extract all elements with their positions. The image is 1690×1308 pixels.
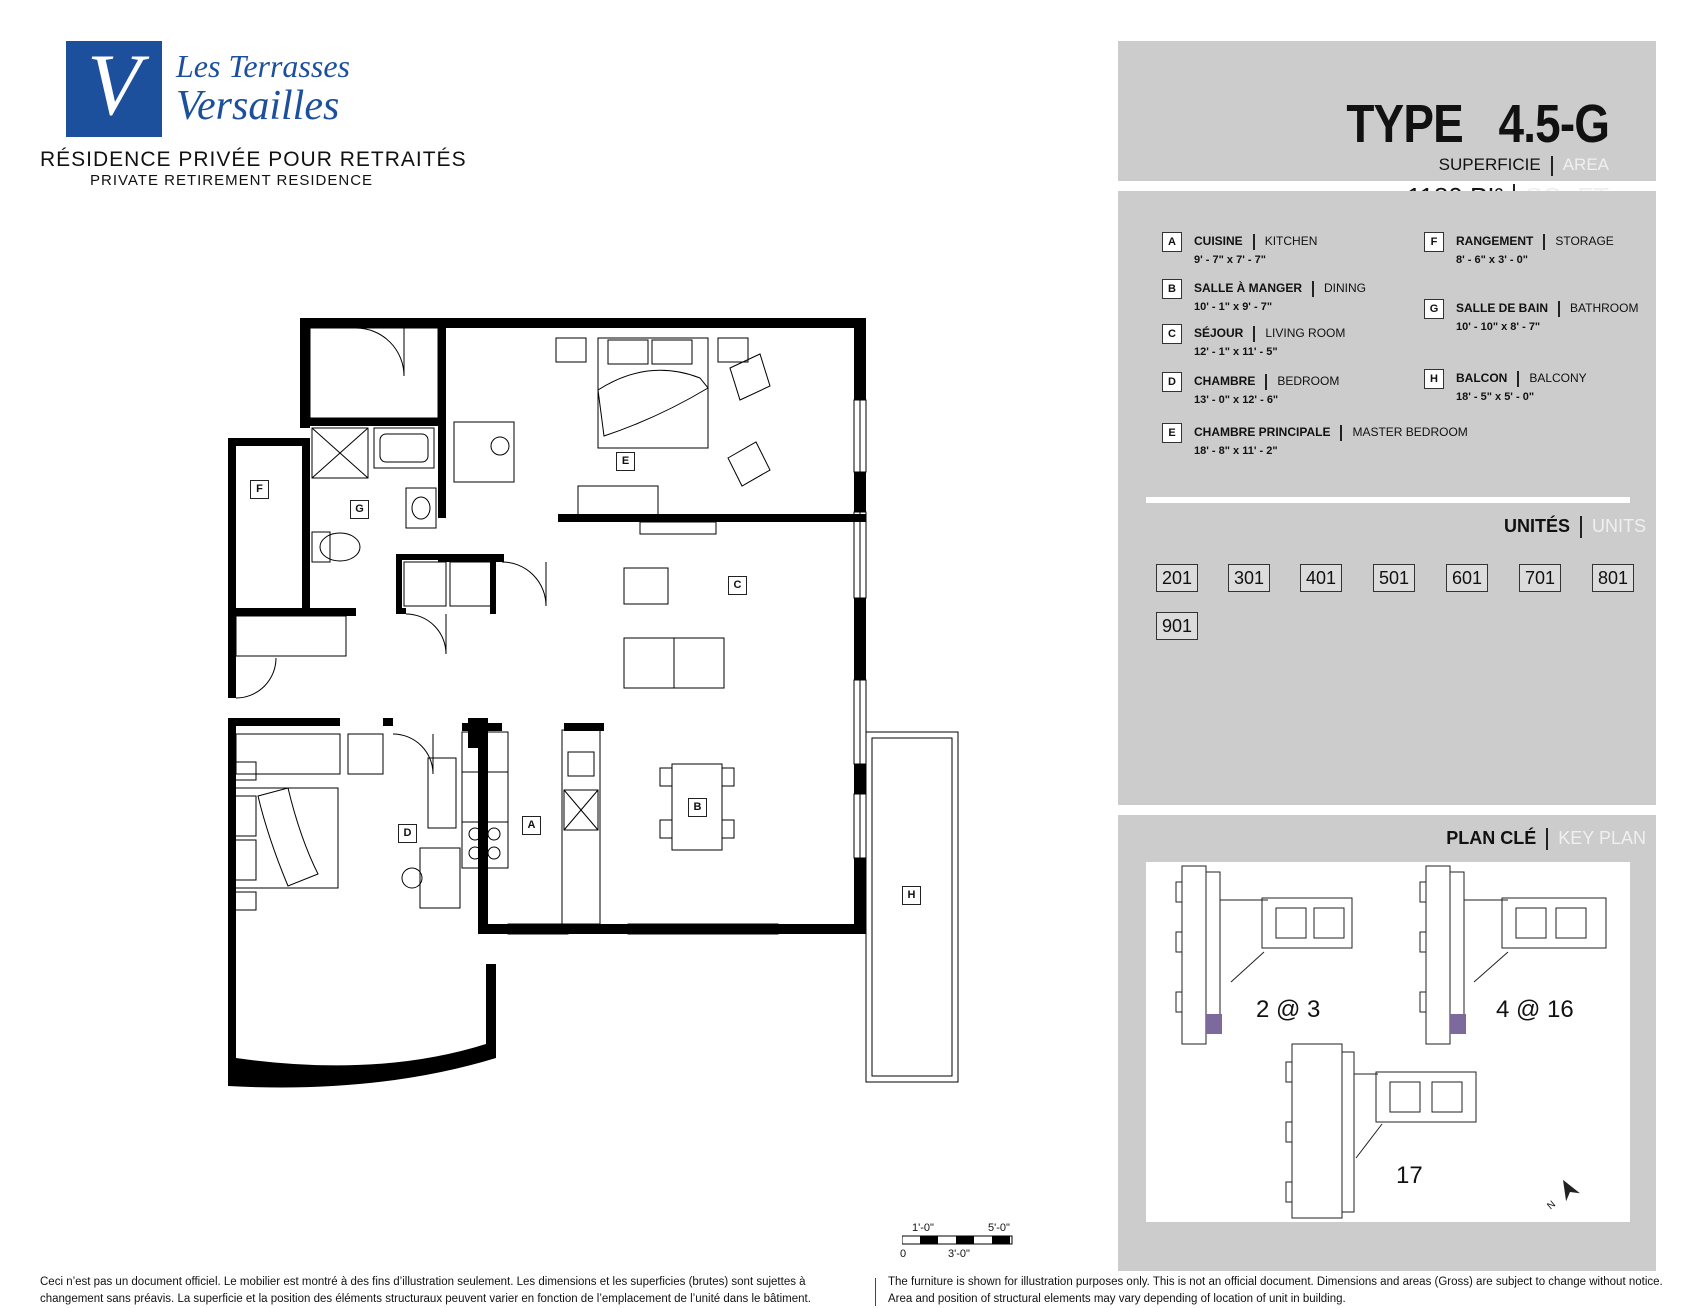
unit-badge: 201 — [1156, 564, 1198, 592]
unit-badge: 701 — [1519, 564, 1561, 592]
room-name-fr: CUISINE — [1194, 234, 1243, 249]
unit-badge: 801 — [1592, 564, 1634, 592]
key-plan-heading — [1446, 828, 1646, 850]
scale-label: 0 — [900, 1248, 907, 1260]
subtitle-en: PRIVATE RETIREMENT RESIDENCE — [90, 172, 374, 189]
room-label-D: D — [398, 824, 417, 843]
scale-label: 5'-0" — [988, 1222, 1010, 1234]
units-title-fr: UNITÉS — [1503, 516, 1570, 536]
floor-plan — [228, 318, 968, 1098]
room-label-B: B — [688, 798, 707, 817]
room-name-fr: BALCON — [1456, 371, 1508, 386]
room-letter: G — [1424, 299, 1444, 319]
logo-title-line2: Versailles — [176, 83, 340, 129]
room-name-en: KITCHEN — [1264, 234, 1318, 249]
scale-label: 1'-0" — [912, 1222, 934, 1234]
floor-plan-svg — [228, 318, 968, 1098]
units-title-en: UNITS — [1592, 516, 1646, 536]
room-label-F: F — [250, 480, 269, 499]
room-label-E: E — [616, 452, 635, 471]
disclaimer-en — [888, 1274, 1663, 1308]
area-label-fr: SUPERFICIE — [1438, 155, 1541, 174]
unit-type-title: TYPE 4.5-G — [1346, 94, 1609, 154]
room-letter: D — [1162, 372, 1182, 392]
room-name-fr: CHAMBRE PRINCIPALE — [1194, 425, 1331, 440]
room-dimensions: 8' - 6" x 3' - 0" — [1456, 254, 1528, 266]
subtitle-fr: RÉSIDENCE PRIVÉE POUR RETRAITÉS — [40, 148, 467, 171]
room-name-en: DINING — [1324, 281, 1366, 296]
unit-badge: 601 — [1446, 564, 1488, 592]
room-dimensions: 18' - 5" x 5' - 0" — [1456, 391, 1535, 403]
key-plan-label: 2 @ 3 — [1256, 996, 1321, 1023]
room-letter: A — [1162, 232, 1182, 252]
room-letter: E — [1162, 423, 1182, 443]
logo-letter: V — [87, 37, 141, 134]
room-letter: C — [1162, 324, 1182, 344]
unit-highlight — [1450, 1014, 1466, 1034]
key-plan-title-fr: PLAN CLÉ — [1446, 828, 1537, 848]
area-label-en: AREA — [1562, 155, 1609, 174]
scale-label: 3'-0" — [948, 1248, 970, 1260]
unit-badge: 301 — [1228, 564, 1270, 592]
room-name-fr: SALLE À MANGER — [1194, 281, 1302, 296]
scale-bar — [902, 1222, 1022, 1266]
room-name-fr: SÉJOUR — [1194, 326, 1244, 341]
key-plan-title-en: KEY PLAN — [1558, 828, 1646, 848]
logo-title-line1: Les Terrasses — [176, 48, 350, 84]
room-letter: F — [1424, 232, 1444, 252]
room-label-A: A — [522, 816, 541, 835]
room-name-en: LIVING ROOM — [1265, 326, 1346, 341]
room-name-fr: SALLE DE BAIN — [1456, 301, 1549, 316]
room-label-G: G — [350, 500, 369, 519]
room-dimensions: 12' - 1" x 11' - 5" — [1194, 346, 1278, 358]
room-name-en: MASTER BEDROOM — [1352, 425, 1468, 440]
room-dimensions: 9' - 7" x 7' - 7" — [1194, 254, 1266, 266]
room-letter: H — [1424, 369, 1444, 389]
area-label — [1439, 155, 1609, 176]
key-plan-label: 4 @ 16 — [1496, 996, 1574, 1023]
room-name-en: BATHROOM — [1570, 301, 1639, 316]
room-dimensions: 10' - 1" x 9' - 7" — [1194, 301, 1273, 313]
room-name-fr: RANGEMENT — [1456, 234, 1534, 249]
panel-divider — [1146, 497, 1630, 503]
units-heading — [1504, 516, 1646, 538]
disclaimer-fr-line: changement sans préavis. La superficie et la position des éléments structuraux peuvent varier en fonction de l’emplacement de l’unité dans le bâtiment. — [40, 1293, 811, 1305]
room-name-fr: CHAMBRE — [1194, 374, 1256, 389]
room-label-C: C — [728, 576, 747, 595]
disclaimer-fr — [40, 1274, 811, 1308]
key-plan-svg — [1146, 862, 1630, 1222]
disclaimer-en-line: Area and position of structural elements may vary depending of location of unit in building. — [888, 1293, 1346, 1305]
footer-divider — [875, 1278, 876, 1306]
room-dimensions: 13' - 0" x 12' - 6" — [1194, 394, 1279, 406]
key-plan-drawing — [1146, 862, 1630, 1222]
room-letter: B — [1162, 279, 1182, 299]
disclaimer-en-line: The furniture is shown for illustration purposes only. This is not an official document. Dimensions and areas (Gross) are subject to change without notice. — [888, 1276, 1663, 1288]
key-plan-label: 17 — [1396, 1162, 1423, 1189]
disclaimer-fr-line: Ceci n’est pas un document officiel. Le mobilier est montré à des fins d’illustration seulement. Les dimensions et les superficies (brutes) sont sujettes à — [40, 1276, 806, 1288]
north-label: N — [1545, 1198, 1558, 1213]
unit-badge: 901 — [1156, 612, 1198, 640]
room-dimensions: 18' - 8" x 11' - 2" — [1194, 445, 1278, 457]
room-name-en: STORAGE — [1555, 234, 1614, 249]
unit-highlight — [1206, 1014, 1222, 1034]
north-arrow-icon — [1556, 1176, 1580, 1201]
unit-badge: 501 — [1373, 564, 1415, 592]
room-label-H: H — [902, 886, 921, 905]
type-panel — [1118, 41, 1656, 181]
room-name-en: BEDROOM — [1277, 374, 1340, 389]
room-dimensions: 10' - 10" x 8' - 7" — [1456, 321, 1541, 333]
room-name-en: BALCONY — [1529, 371, 1587, 386]
unit-badge: 401 — [1300, 564, 1342, 592]
